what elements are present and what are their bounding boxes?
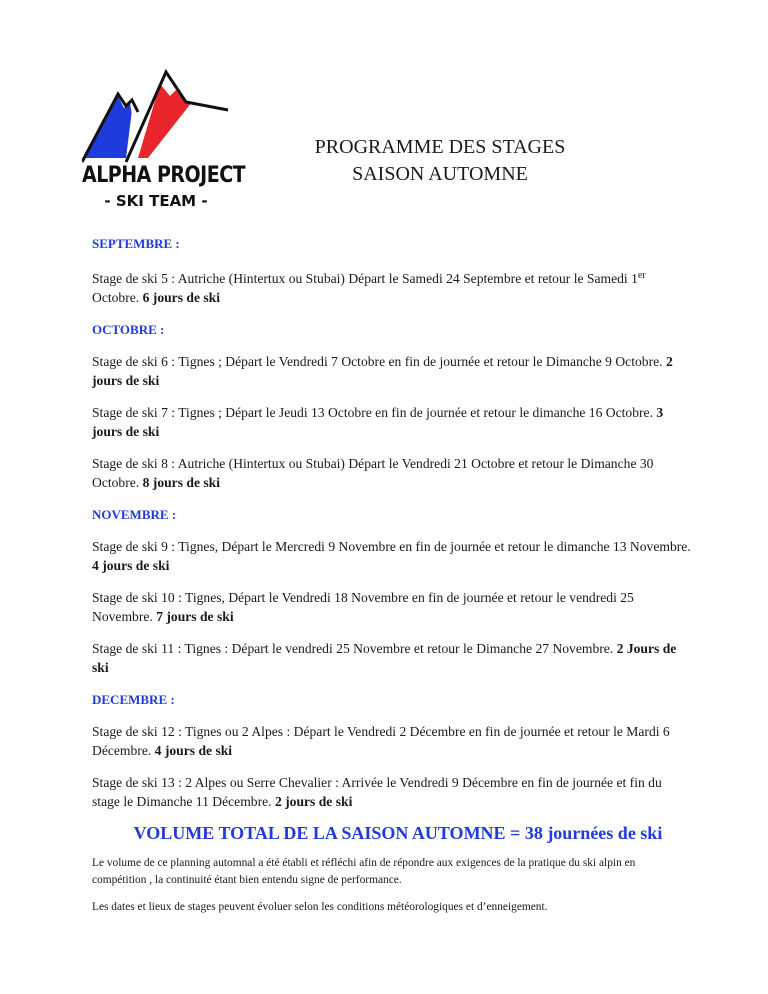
stage-text: Stage de ski 11 : Tignes : Départ le vendredi 25 Novembre et retour le Dimanche 27 Novembre. [92, 641, 617, 656]
stage-12 [92, 722, 692, 760]
programme-content [92, 234, 692, 926]
note-dates: Les dates et lieux de stages peuvent évoluer selon les conditions météorologiques et d’enneigement. [92, 901, 548, 913]
stage-13 [92, 773, 692, 811]
stage-8 [92, 454, 692, 492]
stage-days: 7 jours de ski [156, 609, 234, 624]
stage-days: 2 jours de ski [92, 354, 673, 388]
stage-days: 6 jours de ski [142, 290, 221, 305]
document-title [280, 134, 600, 188]
logo-subtitle: - SKI TEAM - [104, 192, 208, 210]
stage-days: 4 jours de ski [92, 558, 170, 573]
stage-text: Stage de ski 12 : Tignes ou 2 Alpes : Départ le Vendredi 2 Décembre en fin de journée et retour le Mardi 6 Décembre. [92, 724, 670, 758]
stage-text: Stage de ski 10 : Tignes, Départ le Vendredi 18 Novembre en fin de journée et retour le vendredi 25 Novembre. [92, 590, 634, 624]
stage-text: Octobre. [92, 290, 143, 305]
month-heading-novembre: NOVEMBRE : [92, 507, 177, 522]
stage-text: Stage de ski 6 : Tignes ; Départ le Vendredi 7 Octobre en fin de journée et retour le Dimanche 9 Octobre. [92, 354, 666, 369]
month-heading-decembre: DECEMBRE : [92, 692, 175, 707]
stage-9 [92, 537, 692, 575]
month-heading-septembre: SEPTEMBRE : [92, 236, 180, 251]
stage-text: Stage de ski 7 : Tignes ; Départ le Jeudi 13 Octobre en fin de journée et retour le dimanche 16 Octobre. [92, 405, 657, 420]
stage-text: Stage de ski 5 : Autriche (Hintertux ou Stubai) Départ le Samedi 24 Septembre et retour le Samedi 1 [92, 271, 638, 286]
stage-text: Stage de ski 8 : Autriche (Hintertux ou Stubai) Départ le Vendredi 21 Octobre et retour le Dimanche 30 Octobre. [92, 456, 654, 490]
stage-days: 3 jours de ski [92, 405, 664, 439]
stage-superscript: er [637, 270, 646, 281]
title-line-1: PROGRAMME DES STAGES [314, 136, 566, 158]
stage-6 [92, 352, 692, 390]
stage-days: 8 jours de ski [142, 475, 221, 490]
season-total: VOLUME TOTAL DE LA SAISON AUTOMNE = 38 journées de ski [133, 823, 663, 843]
red-peak-shape [138, 84, 192, 158]
stage-days: 2 Jours de ski [92, 641, 677, 675]
logo-title: ALPHA PROJECT [82, 162, 246, 188]
month-heading-octobre: OCTOBRE : [92, 322, 165, 337]
stage-10 [92, 588, 692, 626]
note-planning: Le volume de ce planning automnal a été établi et réfléchi afin de répondre aux exigences de la pratique du ski alpin en compétition , la continuité étant bien entendu signe de performance. [92, 857, 636, 886]
mountain-logo-icon [82, 66, 230, 166]
stage-text: Stage de ski 9 : Tignes, Départ le Mercredi 9 Novembre en fin de journée et retour le dimanche 13 Novembre. [92, 539, 691, 554]
stage-days: 2 jours de ski [274, 794, 353, 809]
title-line-2: SAISON AUTOMNE [352, 163, 528, 185]
stage-days: 4 jours de ski [154, 743, 233, 758]
stage-text: Stage de ski 13 : 2 Alpes ou Serre Chevalier : Arrivée le Vendredi 9 Décembre en fin de journée et fin du stage le Dimanche 11 Décembre. [92, 775, 662, 809]
alpha-project-logo [82, 66, 246, 216]
stage-5 [92, 266, 692, 307]
stage-11 [92, 639, 692, 677]
stage-7 [92, 403, 692, 441]
